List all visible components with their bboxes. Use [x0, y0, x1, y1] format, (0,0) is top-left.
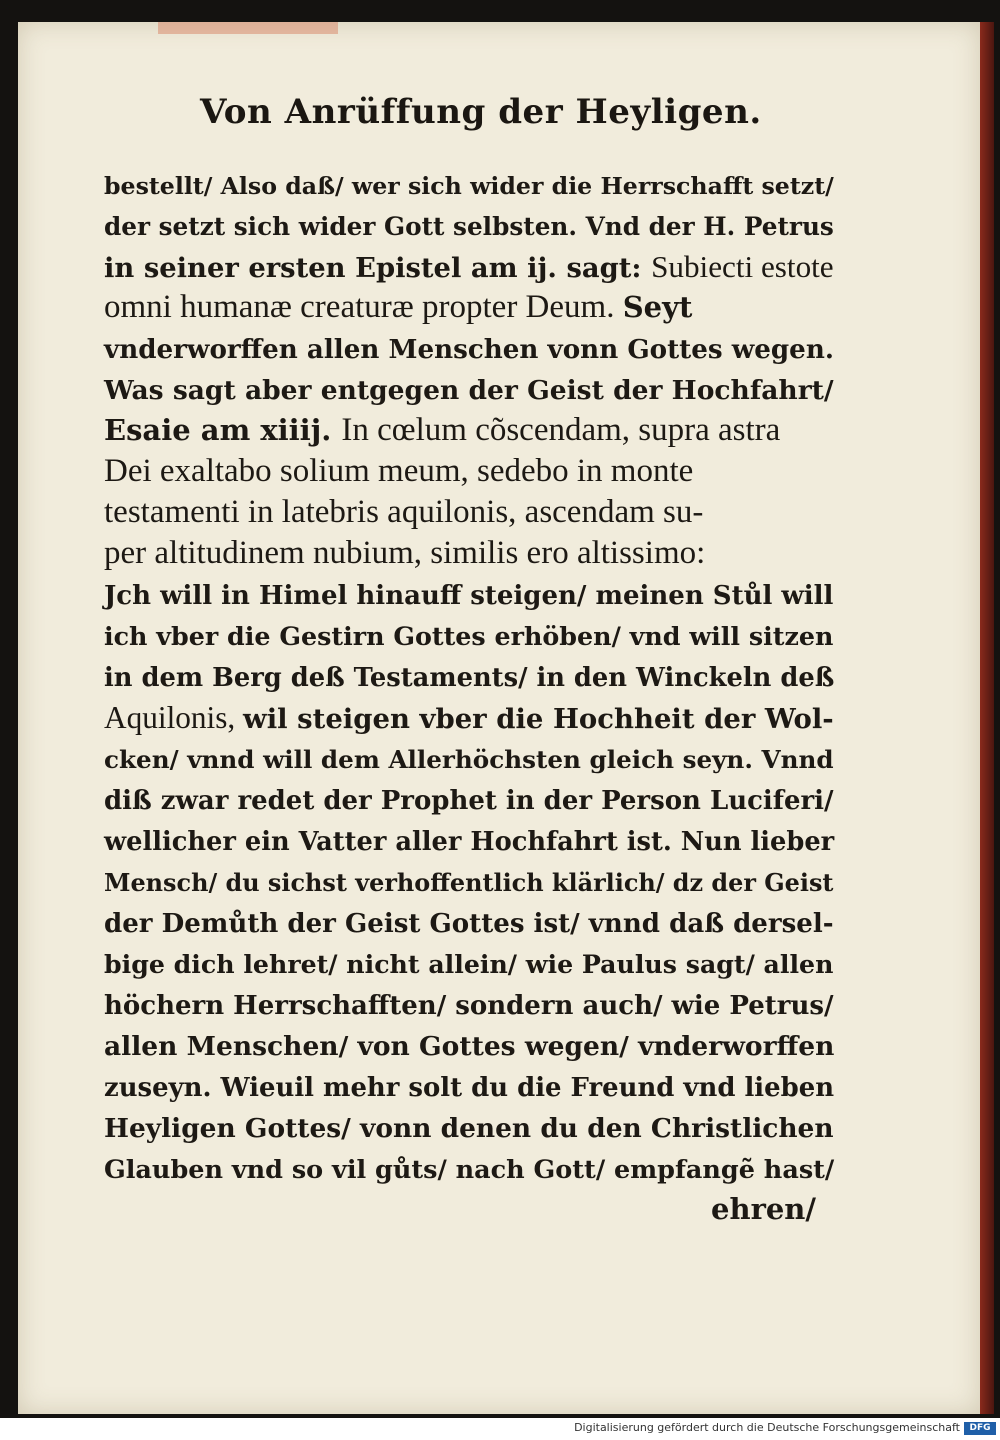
latin-text: per altitudinem nubium, similis ero altissimo: — [104, 535, 706, 571]
page-stain — [158, 22, 338, 34]
text-line — [104, 410, 834, 451]
text-line — [104, 492, 834, 533]
latin-text: In cœlum cõscendam, supra astra — [341, 412, 781, 448]
text-line — [104, 205, 834, 246]
blackletter-text: vnderworffen allen Menschen vonn Gottes wegen. — [104, 334, 834, 365]
blackletter-text: ich vber die Gestirn Gottes erhöben/ vnd will sitzen — [104, 621, 834, 651]
blackletter-text: cken/ vnnd will dem Allerhöchsten gleich seyn. Vnnd — [104, 745, 834, 774]
text-line — [104, 451, 834, 492]
blackletter-text: der setzt sich wider Gott selbsten. Vnd der H. Petrus — [104, 212, 834, 241]
dfg-logo: DFG — [964, 1422, 996, 1435]
latin-text: Subiecti estote — [651, 249, 834, 284]
text-line — [104, 943, 834, 984]
running-head: Von Anrüffung der Heyligen. — [200, 92, 762, 132]
text-line — [104, 902, 834, 943]
text-line — [104, 1107, 834, 1148]
text-line — [104, 615, 834, 656]
latin-text: Aquilonis, — [104, 700, 244, 735]
footer-credit: Digitalisierung gefördert durch die Deutsche Forschungsgemeinschaft — [574, 1421, 960, 1434]
text-line — [104, 369, 834, 410]
text-line — [104, 1025, 834, 1066]
blackletter-text: in dem Berg deß Testaments/ in den Winckeln deß — [104, 663, 835, 693]
text-line — [104, 984, 834, 1025]
text-line — [104, 164, 834, 205]
blackletter-text: Jch will in Himel hinauff steigen/ meinen Stůl will — [104, 581, 834, 611]
text-line — [104, 697, 834, 738]
latin-text: Dei exaltabo solium meum, sedebo in monte — [104, 453, 694, 489]
text-line — [104, 246, 834, 287]
blackletter-text: der Demůth der Geist Gottes ist/ vnnd daß dersel- — [104, 909, 834, 939]
text-line — [104, 574, 834, 615]
blackletter-text: diß zwar redet der Prophet in der Person Luciferi/ — [104, 786, 834, 816]
text-line — [104, 287, 834, 328]
text-line — [104, 1066, 834, 1107]
text-line — [104, 861, 834, 902]
text-block — [104, 164, 834, 1230]
blackletter-text: höchern Herrschafften/ sondern auch/ wie Petrus/ — [104, 991, 834, 1021]
text-line — [104, 779, 834, 820]
blackletter-text: bige dich lehret/ nicht allein/ wie Paulus sagt/ allen — [104, 949, 834, 979]
blackletter-text: Glauben vnd so vil gůts/ nach Gott/ empfangẽ hast/ — [104, 1155, 835, 1185]
catchword: ehren/ — [711, 1192, 816, 1226]
blackletter-text: wil steigen vber die Hochheit der Wol- — [243, 703, 834, 735]
blackletter-text: wellicher ein Vatter aller Hochfahrt ist. Nun lieber — [104, 827, 835, 857]
blackletter-text: Mensch/ du sichst verhoffentlich klärlich/ dz der Geist — [104, 869, 834, 897]
blackletter-text: zuseyn. Wieuil mehr solt du die Freund vnd lieben — [104, 1073, 835, 1103]
book-edge — [980, 22, 994, 1414]
text-line — [104, 328, 834, 369]
blackletter-text: Was sagt aber entgegen der Geist der Hochfahrt/ — [104, 375, 834, 406]
text-line — [104, 1148, 834, 1189]
latin-text: omni humanæ creaturæ propter Deum. — [104, 289, 623, 325]
blackletter-text: Heyligen Gottes/ vonn denen du den Christlichen — [104, 1113, 834, 1144]
text-line — [104, 738, 834, 779]
latin-text: testamenti in latebris aquilonis, ascendam su- — [104, 494, 704, 530]
text-line — [104, 533, 834, 574]
blackletter-text: in seiner ersten Epistel am ij. sagt: — [104, 252, 652, 284]
blackletter-text: Seyt — [622, 290, 693, 324]
blackletter-text: bestellt/ Also daß/ wer sich wider die Herrschafft setzt/ — [104, 172, 834, 200]
text-line — [104, 656, 834, 697]
blackletter-text: Esaie am xiiij. — [104, 413, 342, 447]
blackletter-text: allen Menschen/ von Gottes wegen/ vnderworffen — [104, 1031, 835, 1062]
text-line — [104, 820, 834, 861]
footer-bar — [0, 1418, 1000, 1440]
